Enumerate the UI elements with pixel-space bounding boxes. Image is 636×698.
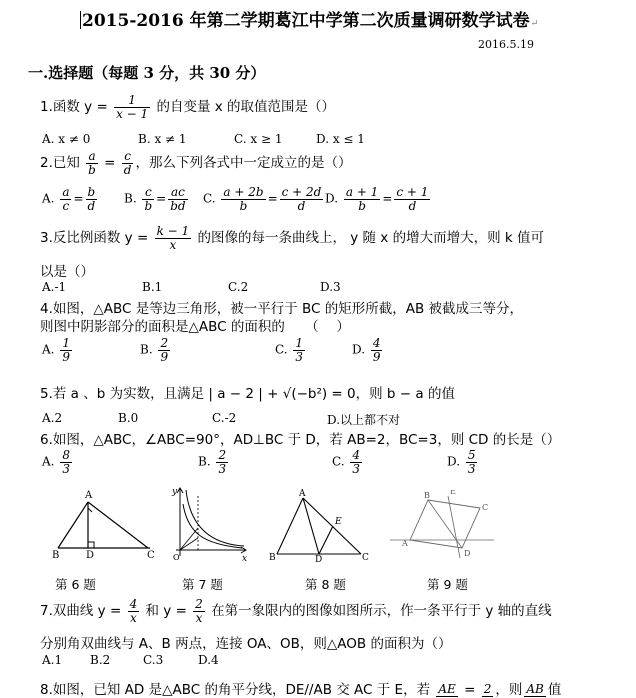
q2-post: ，那么下列各式中一定成立的是（） bbox=[135, 155, 352, 172]
q6-c-frac bbox=[350, 449, 362, 475]
q6-option-d bbox=[447, 449, 479, 475]
q2-d-r-num: c + 1 bbox=[396, 185, 429, 199]
q2-d-right bbox=[394, 186, 430, 212]
q3-frac-num: k − 1 bbox=[156, 224, 190, 238]
q2-b-l-den: b bbox=[144, 198, 153, 213]
q3-option-d: D.3 bbox=[320, 280, 341, 294]
q7-post: 在第一象限内的图像如图所示，作一条平行于 y 轴的直线 bbox=[206, 603, 552, 620]
fig6-label-a: A bbox=[85, 490, 93, 501]
figure-9-caption: 第 9 题 bbox=[427, 577, 468, 592]
fig6-label-d: D bbox=[86, 550, 95, 560]
q2-c-right bbox=[280, 186, 324, 212]
exam-title-text: 2015-2016 年第二学期葛江中学第二次质量调研数学试卷 bbox=[82, 11, 530, 31]
q6-b-num: 2 bbox=[218, 448, 227, 462]
q7-pre: 7.双曲线 y = bbox=[40, 603, 126, 620]
q4-b-frac bbox=[158, 337, 170, 363]
exam-date: 2016.5.19 bbox=[478, 38, 534, 51]
q7-f2-den: x bbox=[195, 610, 203, 625]
q4-d-num: 4 bbox=[372, 336, 381, 350]
q2-c-l-den: b bbox=[239, 198, 248, 213]
q6-b-label: B. bbox=[198, 454, 211, 469]
q2-frac-1 bbox=[86, 150, 98, 176]
question-1 bbox=[40, 94, 335, 120]
q4-c-label: C. bbox=[275, 342, 288, 357]
q2-f2-den: d bbox=[123, 162, 132, 177]
q4-c-frac bbox=[293, 337, 305, 363]
q6-d-den: 3 bbox=[467, 461, 476, 476]
question-2 bbox=[40, 150, 351, 176]
q1-frac-den: x − 1 bbox=[116, 106, 149, 121]
q4-option-a bbox=[42, 337, 74, 363]
q8-f-val-num: 2 bbox=[483, 682, 492, 697]
q1-option-a: A. x ≠ 0 bbox=[42, 132, 91, 146]
q7-frac-1 bbox=[128, 598, 140, 624]
q1-option-d: D. x ≤ 1 bbox=[316, 132, 365, 146]
q3-option-b: B.1 bbox=[142, 280, 163, 294]
q4-d-label: D. bbox=[352, 342, 366, 357]
q5-option-b: B.0 bbox=[118, 411, 139, 425]
q3-option-a: A.-1 bbox=[42, 280, 67, 294]
q4-a-num: 1 bbox=[62, 336, 70, 350]
fig9-label-e: E bbox=[450, 490, 456, 496]
q4-c-num: 1 bbox=[295, 336, 304, 350]
q7-option-b: B.2 bbox=[90, 653, 111, 667]
q4-a-den: 9 bbox=[62, 349, 70, 364]
q4-b-den: 9 bbox=[160, 349, 169, 364]
q5-option-c: C.-2 bbox=[212, 411, 237, 425]
q6-option-b bbox=[198, 449, 230, 475]
q2-c-r-den: d bbox=[297, 198, 306, 213]
fig9-label-c: C bbox=[482, 503, 489, 512]
q2-f1-den: b bbox=[88, 162, 96, 177]
q1-frac-num: 1 bbox=[114, 94, 150, 108]
figure-9 bbox=[388, 490, 498, 564]
q3-post: 的图像的每一条曲线上， y 随 x 的增大而增大，则 k 值可 bbox=[193, 230, 544, 247]
q4-b-label: B. bbox=[140, 342, 153, 357]
fig7-label-y: y bbox=[172, 487, 178, 497]
q2-f2-num: c bbox=[122, 150, 134, 164]
q2-b-label: B. bbox=[124, 191, 137, 206]
q2-c-label: C. bbox=[203, 191, 216, 206]
q4-option-c bbox=[275, 337, 307, 363]
q1-fraction bbox=[114, 94, 150, 120]
q7-option-a: A.1 bbox=[42, 653, 63, 667]
q4-c-den: 3 bbox=[295, 349, 304, 364]
fig6-label-b: B bbox=[52, 550, 60, 560]
q2-frac-2 bbox=[122, 150, 134, 176]
q4-line2: 则图中阴影部分的面积是△ABC 的面积的 （ ） bbox=[40, 319, 350, 335]
q2-d-label: D. bbox=[325, 191, 339, 206]
q2-a-l-den: c bbox=[62, 198, 70, 213]
q6-c-label: C. bbox=[332, 454, 345, 469]
q1-option-c: C. x ≥ 1 bbox=[234, 132, 283, 146]
q2-pre: 2.已知 bbox=[40, 155, 85, 172]
q8-post: ，则 bbox=[495, 682, 523, 698]
q6-a-num: 8 bbox=[62, 448, 70, 462]
q8-f-num: AE bbox=[438, 682, 456, 697]
figure-7 bbox=[170, 486, 250, 562]
q6-c-num: 4 bbox=[352, 448, 361, 462]
fig8-label-a: A bbox=[299, 489, 306, 499]
fig8-label-c: C bbox=[362, 553, 369, 562]
q3-option-c: C.2 bbox=[228, 280, 249, 294]
q4-b-num: 2 bbox=[160, 336, 169, 350]
q6-a-den: 3 bbox=[62, 461, 70, 476]
q2-b-l-num: c bbox=[142, 186, 154, 200]
q2-c-r-num: c + 2d bbox=[281, 185, 322, 199]
q2-d-left bbox=[344, 186, 380, 212]
figure-6-caption: 第 6 题 bbox=[55, 577, 96, 592]
q3-fraction bbox=[155, 225, 192, 251]
fig8-label-e: E bbox=[335, 517, 342, 527]
q8-text: 8.如图，已知 AD 是△ABC 的角平分线，DE//AB 交 AC 于 E，若 bbox=[40, 682, 431, 698]
question-3 bbox=[40, 225, 544, 251]
q2-option-c: C. $\frac{a + 2b}{b}$ = $\frac{c + 2d}{d}$ bbox=[203, 185, 322, 213]
q2-option-a: A. $\frac{a}{c}$ = $\frac{b}{d}$ bbox=[42, 185, 96, 213]
q4-d-den: 9 bbox=[372, 349, 381, 364]
q2-a-label: A. bbox=[42, 191, 55, 206]
figure-7-caption: 第 7 题 bbox=[182, 577, 223, 592]
q2-a-r-num: b bbox=[87, 185, 96, 199]
q8-frac-ab bbox=[524, 683, 545, 697]
q8-frac-val bbox=[482, 683, 494, 697]
q1-pre: 1.函数 y = bbox=[40, 99, 113, 116]
q4-d-frac bbox=[371, 337, 383, 363]
q2-f1-num: a bbox=[86, 150, 98, 164]
q6-d-label: D. bbox=[447, 454, 461, 469]
fig7-label-x: x bbox=[242, 554, 248, 562]
q2-c-left bbox=[221, 186, 265, 212]
q2-a-right bbox=[86, 186, 98, 212]
q8-g-num: AB bbox=[526, 682, 544, 697]
q6-option-c bbox=[332, 449, 364, 475]
q2-b-r-num: ac bbox=[168, 186, 187, 200]
q2-d-l-num: a + 1 bbox=[345, 185, 379, 199]
q5-option-a: A.2 bbox=[42, 411, 63, 425]
q6-d-frac bbox=[466, 449, 478, 475]
question-5: 5.若 a 、b 为实数，且满足 | a − 2 | + √(−b²) = 0，则 b − a 的值 bbox=[40, 386, 455, 402]
figure-8 bbox=[265, 488, 375, 562]
fig6-label-c: C bbox=[147, 550, 155, 560]
q6-b-den: 3 bbox=[218, 461, 227, 476]
question-8 bbox=[40, 678, 561, 698]
fig9-label-d: D bbox=[464, 549, 471, 558]
q5-option-d: D.以上都不对 bbox=[327, 413, 401, 427]
q7-frac-2 bbox=[193, 598, 205, 624]
q2-b-r-den: bd bbox=[170, 198, 186, 213]
q3-pre: 3.反比例函数 y = bbox=[40, 230, 153, 247]
q2-d-r-den: d bbox=[408, 198, 417, 213]
q2-d-l-den: b bbox=[358, 198, 366, 213]
q4-line1: 4.如图，△ABC 是等边三角形，被一平行于 BC 的矩形所截，AB 被截成三等分， bbox=[40, 301, 524, 317]
q7-mid: 和 y = bbox=[141, 603, 192, 620]
fig9-label-b: B bbox=[424, 491, 430, 500]
q2-a-r-den: d bbox=[87, 198, 96, 213]
q6-d-num: 5 bbox=[467, 448, 476, 462]
q4-option-d bbox=[352, 337, 384, 363]
figure-8-caption: 第 8 题 bbox=[305, 577, 346, 592]
q8-frac-ae bbox=[436, 683, 457, 697]
q2-b-right bbox=[168, 186, 187, 212]
q7-f2-num: 2 bbox=[195, 597, 203, 611]
q8-f-eq: = bbox=[459, 682, 480, 698]
q7-option-d: D.4 bbox=[198, 653, 219, 667]
q7-line2: 分别角双曲线与 A、B 两点，连接 OA、OB，则△AOB 的面积为（） bbox=[40, 636, 452, 652]
q4-a-label: A. bbox=[42, 342, 55, 357]
paragraph-mark-icon: ↵ bbox=[530, 19, 539, 29]
q2-eq: = bbox=[99, 155, 120, 172]
q2-a-left bbox=[60, 186, 71, 212]
fig8-label-b: B bbox=[269, 553, 276, 562]
question-7 bbox=[40, 598, 552, 624]
q7-option-c: C.3 bbox=[143, 653, 164, 667]
q2-a-l-num: a bbox=[62, 185, 70, 199]
q2-b-left bbox=[142, 186, 154, 212]
q6-b-frac bbox=[216, 449, 228, 475]
q6-a-frac bbox=[60, 449, 72, 475]
exam-title bbox=[80, 6, 538, 31]
q3-frac-den: x bbox=[169, 237, 177, 252]
fig8-label-d: D bbox=[315, 555, 323, 562]
q6-a-label: A. bbox=[42, 454, 55, 469]
figure-6 bbox=[50, 488, 160, 560]
q7-f1-den: x bbox=[129, 610, 137, 625]
q4-a-frac bbox=[60, 337, 72, 363]
q8-tail: 值 bbox=[547, 682, 562, 698]
q1-option-b: B. x ≠ 1 bbox=[138, 132, 187, 146]
q6-option-a bbox=[42, 449, 74, 475]
q7-f1-num: 4 bbox=[129, 597, 138, 611]
q2-c-l-num: a + 2b bbox=[223, 185, 264, 199]
q2-option-d: D. $\frac{a + 1}{b}$ = $\frac{c + 1}{d}$ bbox=[325, 185, 429, 213]
section-title: 一.选择题（每题 3 分，共 30 分） bbox=[28, 64, 266, 82]
question-6: 6.如图，△ABC，∠ABC=90°，AD⊥BC 于 D，若 AB=2，BC=3，则 CD 的长是（） bbox=[40, 432, 561, 448]
fig9-label-a: A bbox=[402, 539, 408, 548]
q3-line2: 以是（） bbox=[40, 264, 94, 280]
text-cursor bbox=[80, 11, 81, 29]
fig7-label-o: O bbox=[173, 553, 180, 562]
q1-post: 的自变量 x 的取值范围是（） bbox=[152, 99, 336, 116]
q4-option-b bbox=[140, 337, 172, 363]
q2-option-b: B. $\frac{c}{b}$ = $\frac{ac}{bd}$ bbox=[124, 185, 186, 213]
q6-c-den: 3 bbox=[352, 461, 361, 476]
